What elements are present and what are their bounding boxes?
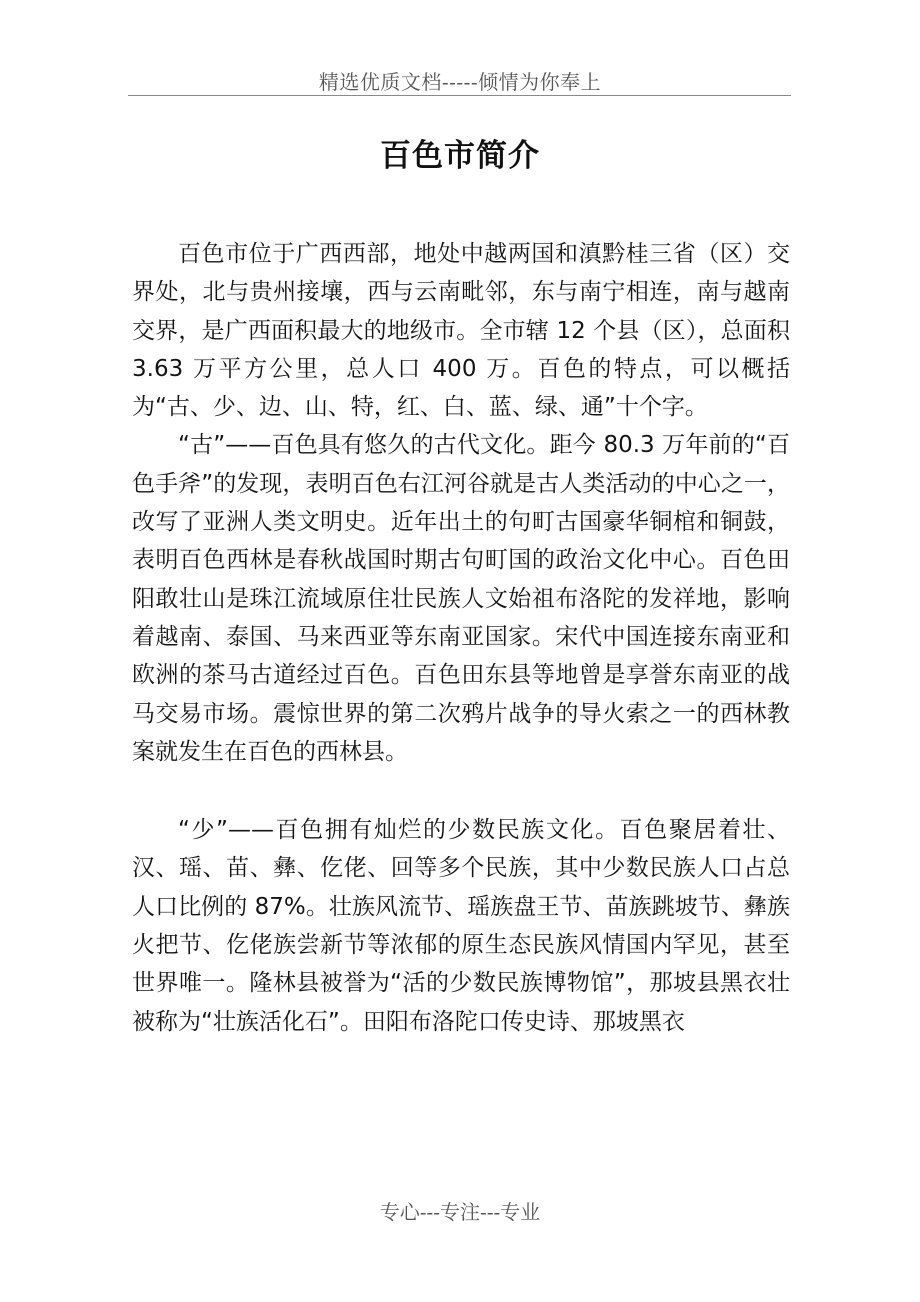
paragraph-minority-culture: “少”——百色拥有灿烂的少数民族文化。百色聚居着壮、汉、瑶、苗、彝、仡佬、回等多个民族，其中少数民族人口占总人口比例的 87%。壮族风流节、瑶族盘王节、苗族跳坡节、彝族火把节、仡佬族尝新节等浓郁的原生态民族风情国内罕见，甚至世界唯一。隆林县被誉为“活的少数民族博物馆”，那坡县黑衣壮被称为“壮族活化石”。田阳布洛陀口传史诗、那坡黑衣: [132, 817, 790, 1035]
document-title: 百色市简介: [380, 138, 540, 174]
page-header: 精选优质文档-----倾情为你奉上: [318, 70, 602, 94]
paragraph-ancient-culture: “古”——百色具有悠久的古代文化。距今 80.3 万年前的“百色手斧”的发现，表明百色右江河谷就是古人类活动的中心之一，改写了亚洲人类文明史。近年出土的句町古国豪华铜棺和铜鼓，表明百色西林是春秋战国时期古句町国的政治文化中心。百色田阳敢壮山是珠江流域原住壮民族人文始祖布洛陀的发祥地，影响着越南、泰国、马来西亚等东南亚国家。宋代中国连接东南亚和欧洲的茶马古道经过百色。百色田东县等地曾是享誉东南亚的战马交易市场。震惊世界的第二次鸦片战争的导火索之一的西林教案就发生在百色的西林县。: [132, 432, 790, 765]
document-body: [132, 235, 790, 1041]
page-footer: 专心---专注---专业: [379, 1200, 541, 1224]
header-divider: [128, 95, 791, 96]
paragraph-overview: 百色市位于广西西部，地处中越两国和滇黔桂三省（区）交界处，北与贵州接壤，西与云南毗邻，东与南宁相连，南与越南交界，是广西面积最大的地级市。全市辖 12 个县（区），总面积 3.63 万平方公里，总人口 400 万。百色的特点，可以概括为“古、少、边、山、特，红、白、蓝、绿、通”十个字。: [132, 241, 790, 421]
